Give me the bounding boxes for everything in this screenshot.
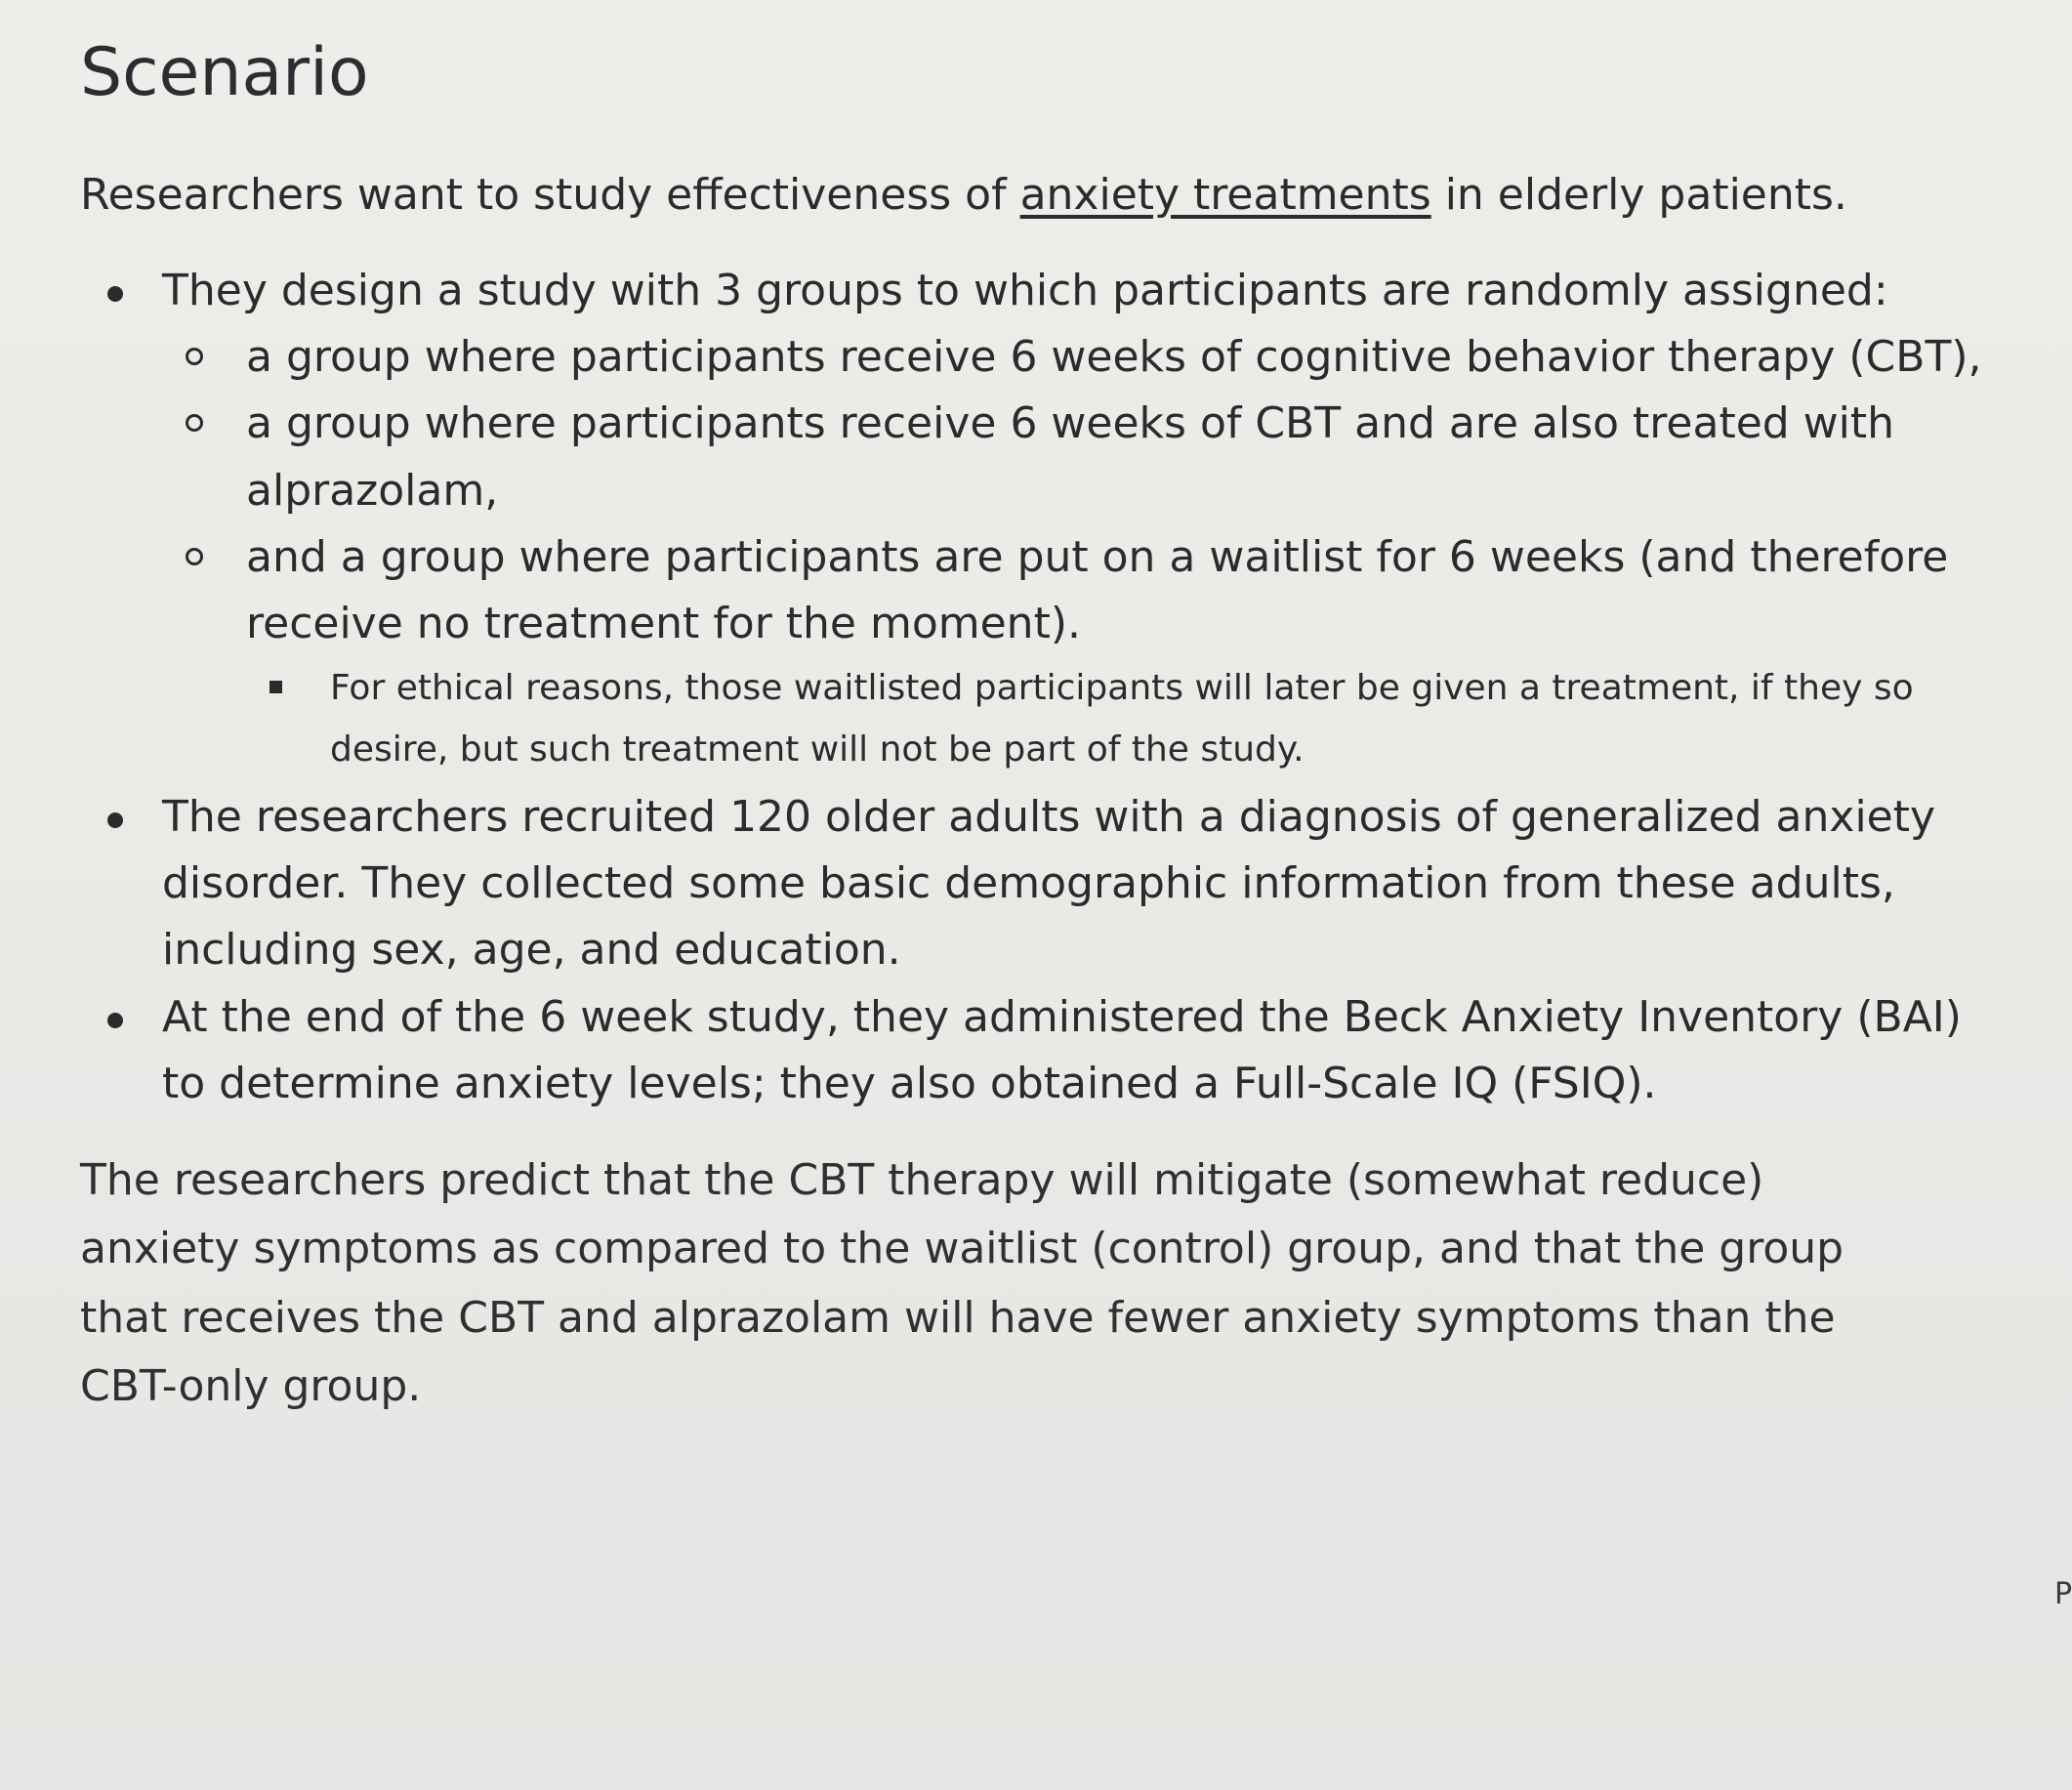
group-text-cbt-alprazolam: a group where participants receive 6 weeks of CBT and are also treated with alprazolam, [246, 398, 1895, 516]
group-item-waitlist [162, 524, 1994, 780]
bullet-circle-icon [186, 348, 203, 365]
edge-text-fragment: P [2054, 1577, 2072, 1611]
bullet-disc-icon [107, 812, 123, 828]
content-page [80, 34, 1994, 1422]
measures-text: At the end of the 6 week study, they administered the Beck Anxiety Inventory (BAI) to determine anxiety levels; they also obtained a Full-Scale IQ (FSIQ). [162, 991, 1962, 1108]
ethics-note-item [246, 657, 1994, 780]
bullet-disc-icon [107, 286, 123, 302]
anxiety-treatments-link[interactable]: anxiety treatments [1019, 169, 1431, 220]
list-item-measures [80, 984, 1994, 1117]
group-text-cbt: a group where participants receive 6 weeks of cognitive behavior therapy (CBT), [246, 332, 1982, 383]
group-item-cbt [162, 324, 1994, 391]
bullet-disc-icon [107, 1013, 123, 1028]
list-item-design [80, 258, 1994, 780]
intro-text-end: in elderly patients. [1430, 169, 1847, 220]
waitlist-note-list [246, 657, 1994, 780]
group-item-cbt-alprazolam [162, 391, 1994, 523]
recruit-text: The researchers recruited 120 older adults with a diagnosis of generalized anxiety disorder. They collected some basic demographic information from these adults, including sex, age, and education. [162, 792, 1936, 976]
bullet-square-icon [269, 681, 282, 693]
page-title: Scenario [80, 34, 369, 111]
bullet-circle-icon [186, 414, 203, 432]
prediction-paragraph: The researchers predict that the CBT therapy will mitigate (somewhat reduce) anxiety symptoms as compared to the waitlist (control) group, and that the group that receives the CBT and alprazolam will have fewer anxiety symptoms than the CBT-only group. [80, 1155, 1844, 1412]
intro-text-start: Researchers want to study effectiveness of [80, 169, 1020, 220]
intro-paragraph [80, 167, 1994, 223]
list-item-recruit [80, 784, 1994, 984]
group-text-waitlist: and a group where participants are put on a waitlist for 6 weeks (and therefore receive no treatment for the moment). [246, 531, 1949, 648]
groups-list [162, 324, 1994, 780]
bullet-circle-icon [186, 548, 203, 565]
ethics-note-text: For ethical reasons, those waitlisted participants will later be given a treatment, if they so desire, but such treatment will not be part of the study. [330, 668, 1914, 770]
scenario-list [80, 258, 1994, 1117]
design-text: They design a study with 3 groups to which participants are randomly assigned: [162, 265, 1888, 315]
